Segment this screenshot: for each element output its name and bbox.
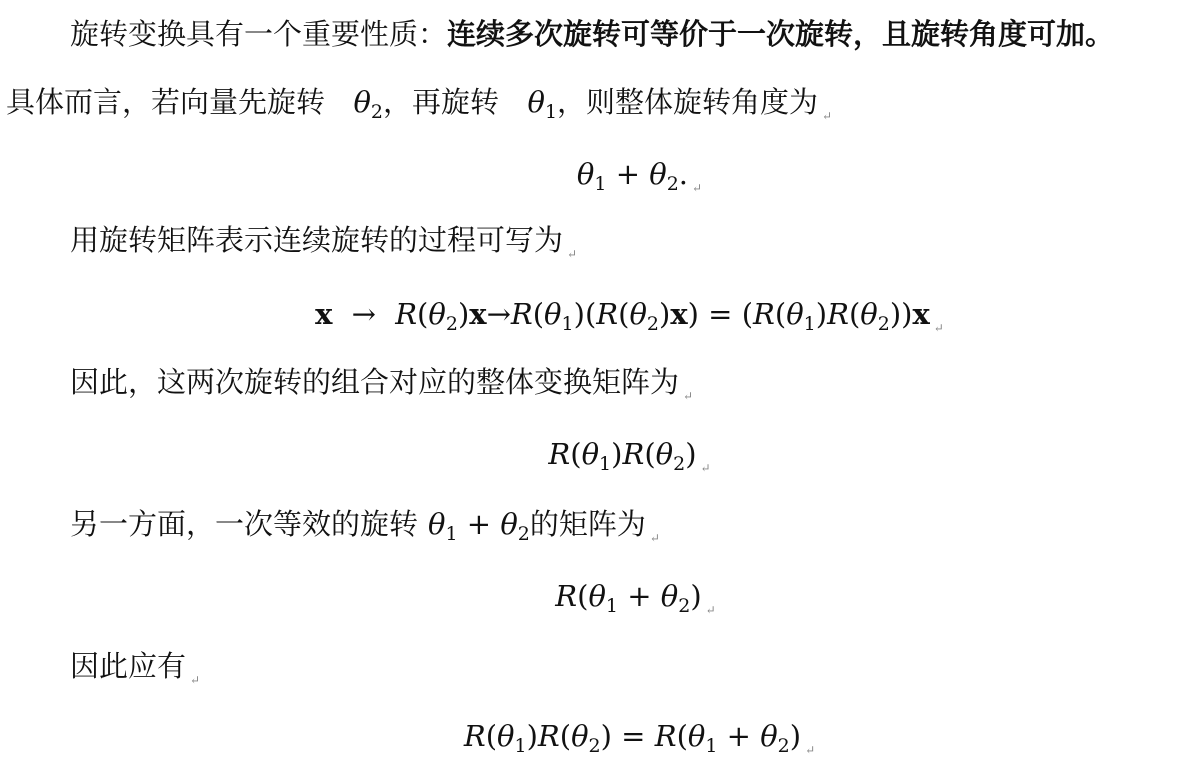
equation-identity: $R(\theta_1)R(\theta_2) = R(\theta_1 + \theta_2)$ ↵ <box>40 718 1199 768</box>
paragraph-mark-icon: ↵ <box>933 321 944 335</box>
theta1-inline: $\theta_1$ <box>527 85 558 123</box>
paragraph-mark-icon: ↵ <box>683 389 694 403</box>
equation-product: $R(\theta_1)R(\theta_2)$ ↵ <box>30 436 1199 486</box>
equation-sum-angles: $\theta_1 + \theta_2$. ↵ <box>40 156 1199 206</box>
paragraph-mark-icon: ↵ <box>822 109 833 123</box>
should-line: 因此应有 ↵ <box>70 648 1199 698</box>
paragraph-mark-icon: ↵ <box>700 461 711 475</box>
paragraph-mark-icon: ↵ <box>692 181 703 195</box>
paragraph-mark-icon: ↵ <box>649 531 660 545</box>
paragraph-mark-icon: ↵ <box>567 247 578 261</box>
paragraph-mark-icon: ↵ <box>705 603 716 617</box>
paragraph1-line2-c: ，则整体旋转角度为 <box>557 85 819 119</box>
paragraph-mark-icon: ↵ <box>805 743 816 757</box>
theta2-inline: $\theta_2$ <box>353 85 384 123</box>
therefore-line: 因此，这两次旋转的组合对应的整体变换矩阵为 ↵ <box>70 364 1199 414</box>
rotation-matrix-line: 用旋转矩阵表示连续旋转的过程可写为 ↵ <box>70 222 1199 272</box>
other-hand-line: 另一方面，一次等效的旋转 $\theta_1 + \theta_2$的矩阵为 ↵ <box>70 506 1199 556</box>
equation-composition: $x \to R(\theta_2)x\to R(\theta_1)(R(\theta_2)x) = (R(\theta_1)R(\theta_2))x$ ↵ <box>30 296 1199 346</box>
paragraph-mark-icon: ↵ <box>190 673 201 687</box>
paragraph1-bold: 连续多次旋转可等价于一次旋转，且旋转角度可加。 <box>447 17 1115 51</box>
paragraph1-line2 <box>6 84 1199 134</box>
paragraph1-lead: 旋转变换具有一个重要性质： <box>70 17 448 51</box>
paragraph1-line1 <box>70 16 1199 52</box>
paragraph1-line2-a: 具体而言，若向量先旋转 <box>6 85 326 119</box>
paragraph1-line2-b: ，再旋转 <box>383 85 500 119</box>
equation-sum-matrix: $R(\theta_1 + \theta_2)$ ↵ <box>36 578 1199 628</box>
